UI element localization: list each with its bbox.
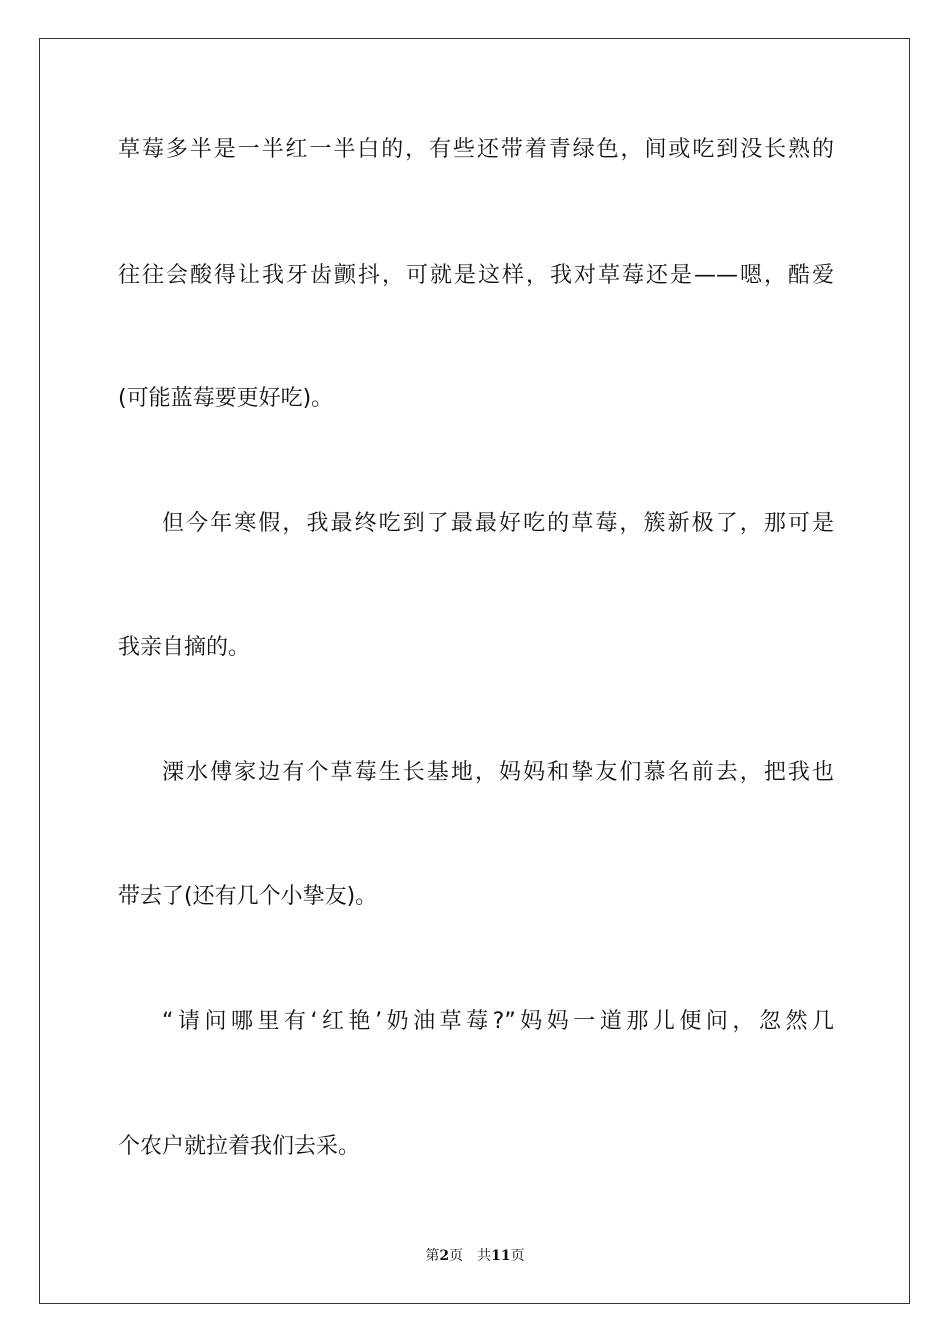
page-unit: 页	[449, 1248, 464, 1264]
total-prefix: 共	[477, 1248, 492, 1264]
paragraph-line: “请问哪里有‘红艳’奶油草莓?”妈妈一道那儿便问，忽然几	[162, 1009, 834, 1034]
total-page-number: 11	[491, 1248, 511, 1264]
page-prefix: 第	[425, 1248, 440, 1264]
paragraph-line: 但今年寒假，我最终吃到了最最好吃的草莓，簇新极了，那可是	[162, 511, 834, 536]
paragraph-line: 带去了(还有几个小挚友)。	[118, 884, 378, 909]
paragraph-line: (可能蓝莓要更好吃)。	[118, 386, 334, 411]
page-border	[39, 38, 910, 1304]
paragraph-line: 个农户就拉着我们去采。	[118, 1134, 361, 1159]
paragraph-line: 草莓多半是一半红一半白的，有些还带着青绿色，间或吃到没长熟的	[118, 137, 834, 162]
page-number-footer	[0, 1246, 950, 1266]
total-unit: 页	[510, 1248, 525, 1264]
paragraph-line: 我亲自摘的。	[118, 635, 251, 660]
current-page-number: 2	[439, 1248, 450, 1264]
paragraph-line: 溧水傅家边有个草莓生长基地，妈妈和挚友们慕名前去，把我也	[162, 760, 834, 785]
paragraph-line: 往往会酸得让我牙齿颤抖，可就是这样，我对草莓还是——嗯，酷爱	[118, 263, 834, 288]
